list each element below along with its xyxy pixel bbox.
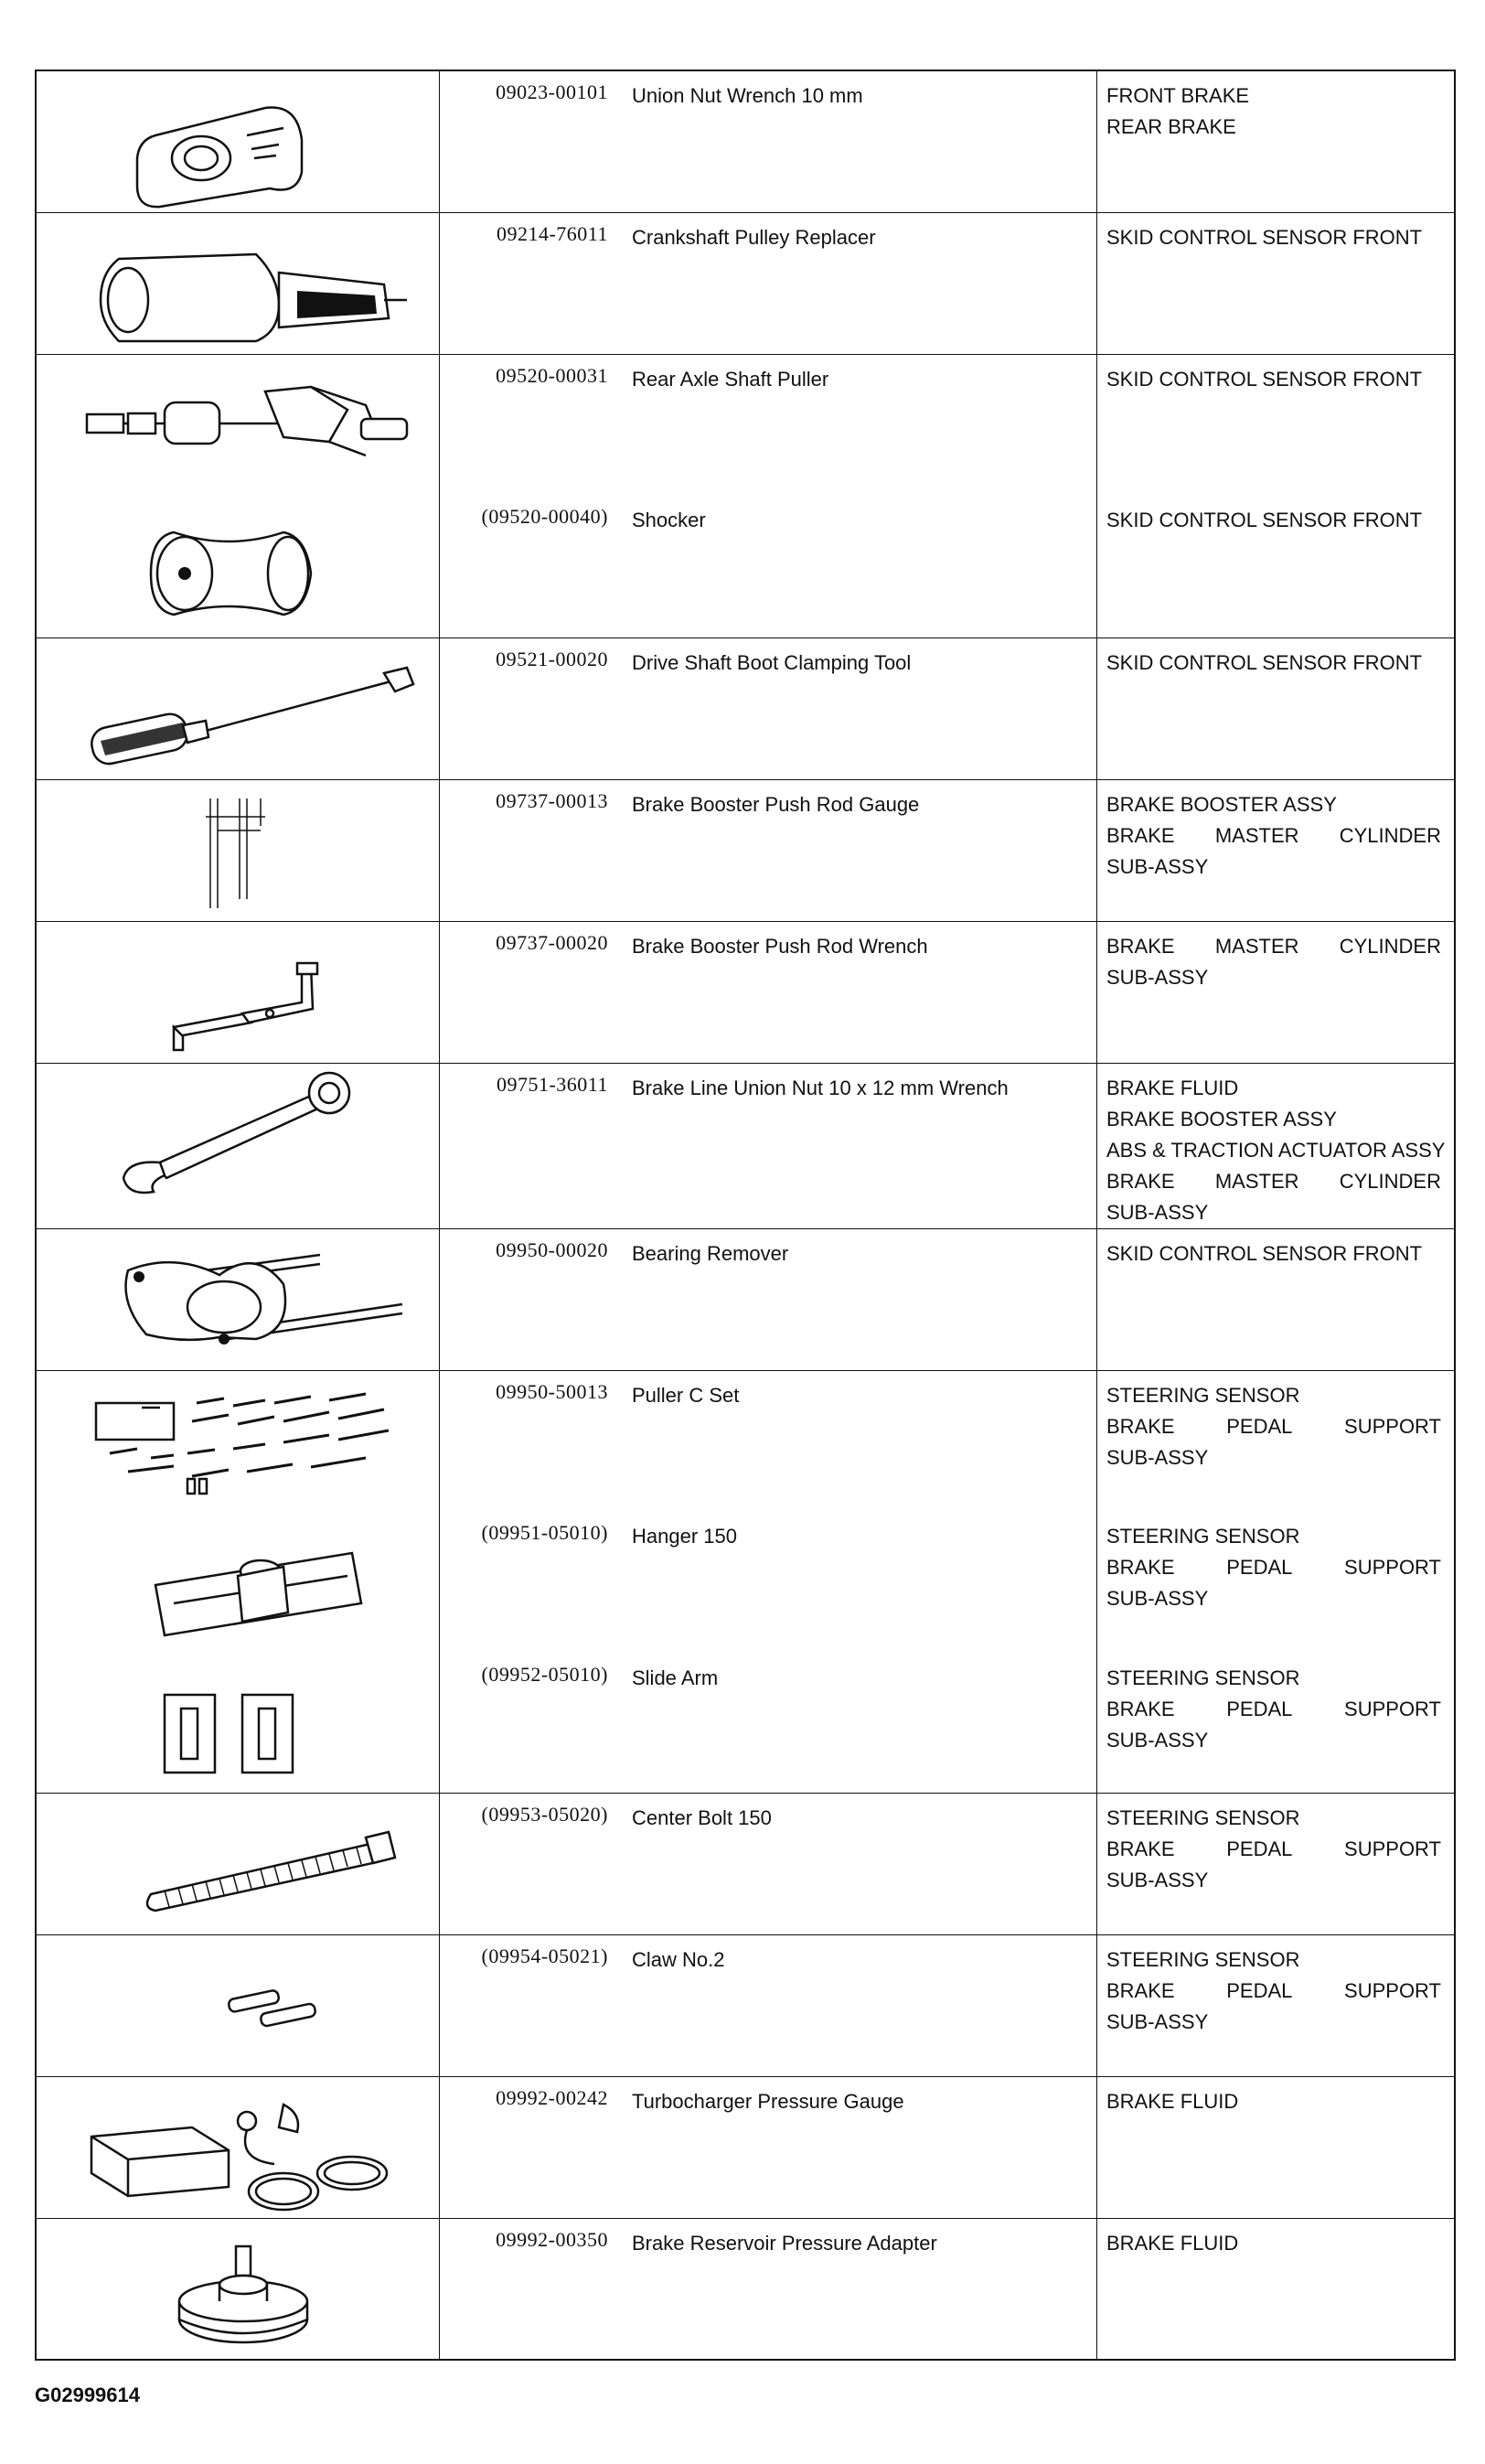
part-number-cell (440, 779, 624, 921)
brake-line-wrench-icon (37, 1064, 439, 1228)
usage-line: SUB-ASSY (1106, 2009, 1209, 2033)
part-number-cell (440, 1654, 624, 1793)
slide-arm-icon (37, 1654, 439, 1793)
part-number: 09737-00020 (496, 930, 608, 954)
table-row (36, 212, 1455, 354)
shocker-icon (37, 496, 439, 637)
tool-name: Slide Arm (632, 1666, 719, 1689)
usage-cell (1097, 2076, 1456, 2218)
tool-name: Brake Reservoir Pressure Adapter (632, 2231, 937, 2255)
usage-line: STEERING SENSOR (1106, 1525, 1300, 1548)
part-number-cell (440, 1793, 624, 1934)
usage-line: SKID CONTROL SENSOR FRONT (1106, 367, 1423, 391)
part-number-cell (440, 1228, 624, 1370)
part-number-cell (440, 1512, 624, 1654)
usage-cell (1097, 1512, 1456, 1654)
usage-cell (1097, 496, 1456, 637)
tool-name-cell (623, 1370, 1097, 1512)
tool-name: Drive Shaft Boot Clamping Tool (632, 650, 912, 674)
tool-illustration-cell (36, 1370, 440, 1512)
usage-line: ABS & TRACTION ACTUATOR ASSY (1106, 1138, 1446, 1162)
usage-cell (1097, 921, 1456, 1063)
tool-illustration-cell (36, 212, 440, 354)
usage-cell (1097, 1370, 1456, 1512)
part-number: (09951-05010) (481, 1521, 608, 1544)
tool-name-cell (623, 1228, 1097, 1370)
tool-illustration-cell (36, 637, 440, 779)
usage-line: BRAKE BOOSTER ASSY (1106, 792, 1337, 816)
tool-name-cell (623, 2218, 1097, 2360)
usage-cell (1097, 70, 1456, 212)
usage-word: BRAKE (1106, 1698, 1175, 1720)
table-row (36, 1063, 1455, 1228)
table-row (36, 1228, 1455, 1370)
union-nut-wrench-icon (37, 71, 439, 213)
table-row (36, 70, 1455, 212)
tool-illustration-cell (36, 70, 440, 212)
part-number: 09520-00031 (496, 363, 608, 387)
table-row (36, 1370, 1455, 1512)
usage-line: SUB-ASSY (1106, 1868, 1209, 1891)
tool-illustration-cell (36, 496, 440, 637)
usage-line: STEERING SENSOR (1106, 1383, 1300, 1407)
usage-word: PEDAL (1226, 1978, 1293, 2002)
usage-word: CYLINDER (1339, 934, 1441, 958)
usage-line (1106, 1834, 1441, 1865)
tool-illustration-cell (36, 354, 440, 496)
part-number: 09992-00242 (496, 2085, 608, 2109)
part-number-cell (440, 354, 624, 496)
table-row (36, 1654, 1455, 1793)
table-row (36, 354, 1455, 496)
usage-line: FRONT BRAKE (1106, 84, 1250, 107)
part-number: 09521-00020 (496, 647, 608, 670)
tool-name: Center Bolt 150 (632, 1805, 772, 1829)
tool-name: Hanger 150 (632, 1525, 737, 1548)
usage-word: CYLINDER (1339, 823, 1441, 847)
usage-line: SKID CONTROL SENSOR FRONT (1106, 650, 1423, 674)
tool-name: Brake Line Union Nut 10 x 12 mm Wrench (632, 1076, 1009, 1099)
usage-line: SKID CONTROL SENSOR FRONT (1106, 509, 1423, 531)
crankshaft-pulley-replacer-icon (37, 213, 439, 355)
usage-word: SUPPORT (1344, 1414, 1441, 1438)
usage-line: BRAKE FLUID (1106, 1076, 1239, 1099)
tool-name-cell (623, 1063, 1097, 1228)
special-tools-table (35, 70, 1456, 2361)
table-row (36, 2218, 1455, 2360)
usage-line: SKID CONTROL SENSOR FRONT (1106, 225, 1423, 249)
tool-name: Turbocharger Pressure Gauge (632, 2089, 904, 2113)
table-row (36, 1512, 1455, 1654)
tool-name: Brake Booster Push Rod Gauge (632, 792, 920, 816)
usage-word: PEDAL (1226, 1698, 1293, 1720)
tool-name-cell (623, 1654, 1097, 1793)
usage-line: SKID CONTROL SENSOR FRONT (1106, 1241, 1423, 1265)
usage-line: BRAKE FLUID (1106, 2089, 1239, 2113)
tool-illustration-cell (36, 779, 440, 921)
usage-cell (1097, 1063, 1456, 1228)
usage-word: BRAKE (1106, 1169, 1175, 1193)
usage-line: SUB-ASSY (1106, 1729, 1209, 1752)
usage-cell (1097, 1793, 1456, 1934)
part-number: 09950-00020 (496, 1237, 608, 1261)
table-row (36, 921, 1455, 1063)
usage-word: MASTER (1214, 934, 1299, 958)
usage-word: BRAKE (1106, 1414, 1175, 1438)
center-bolt-icon (37, 1794, 439, 1935)
usage-line (1106, 1552, 1441, 1583)
tool-name-cell (623, 637, 1097, 779)
usage-line: SUB-ASSY (1106, 1200, 1209, 1224)
usage-cell (1097, 1228, 1456, 1370)
rear-axle-shaft-puller-icon (37, 355, 439, 497)
part-number-cell (440, 1370, 624, 1512)
part-number: 09737-00013 (496, 788, 608, 812)
tool-name: Shocker (632, 509, 706, 531)
hanger-icon (37, 1512, 439, 1654)
usage-line (1106, 1976, 1441, 2007)
tool-name: Claw No.2 (632, 1947, 725, 1971)
tool-name-cell (623, 212, 1097, 354)
table-row (36, 1934, 1455, 2076)
usage-line: STEERING SENSOR (1106, 1805, 1300, 1829)
tool-illustration-cell (36, 1512, 440, 1654)
tool-name-cell (623, 779, 1097, 921)
part-number-cell (440, 70, 624, 212)
tool-illustration-cell (36, 2218, 440, 2360)
part-number-cell (440, 921, 624, 1063)
usage-word: SUPPORT (1344, 1698, 1441, 1720)
usage-cell (1097, 779, 1456, 921)
usage-line (1106, 820, 1441, 852)
usage-line: SUB-ASSY (1106, 1587, 1209, 1610)
part-number-cell (440, 637, 624, 779)
usage-word: BRAKE (1106, 934, 1175, 958)
usage-cell (1097, 1934, 1456, 2076)
usage-word: BRAKE (1106, 823, 1175, 847)
usage-line: REAR BRAKE (1106, 115, 1236, 138)
tool-name: Brake Booster Push Rod Wrench (632, 934, 928, 958)
usage-line: STEERING SENSOR (1106, 1666, 1300, 1689)
tool-name: Crankshaft Pulley Replacer (632, 225, 876, 249)
tool-illustration-cell (36, 921, 440, 1063)
part-number: 09023-00101 (496, 80, 608, 103)
usage-word: SUPPORT (1344, 1556, 1441, 1579)
tool-name-cell (623, 1934, 1097, 2076)
tool-name-cell (623, 496, 1097, 637)
part-number-cell (440, 2076, 624, 2218)
push-rod-gauge-icon (37, 780, 439, 922)
usage-line (1106, 1694, 1441, 1725)
usage-word: BRAKE (1106, 1556, 1175, 1579)
usage-line (1106, 1166, 1441, 1197)
part-number: 09751-36011 (496, 1072, 608, 1096)
tool-illustration-cell (36, 1793, 440, 1934)
usage-cell (1097, 637, 1456, 779)
usage-word: PEDAL (1226, 1414, 1293, 1438)
tool-illustration-cell (36, 1934, 440, 2076)
table-row (36, 2076, 1455, 2218)
tool-name-cell (623, 2076, 1097, 2218)
part-number-cell (440, 2218, 624, 2360)
usage-line: BRAKE FLUID (1106, 2231, 1239, 2255)
usage-word: MASTER (1214, 1169, 1299, 1193)
usage-line: SUB-ASSY (1106, 1445, 1209, 1469)
usage-word: PEDAL (1226, 1837, 1293, 1860)
boot-clamping-tool-icon (37, 638, 439, 780)
usage-word: BRAKE (1106, 1837, 1175, 1860)
usage-word: CYLINDER (1339, 1169, 1441, 1193)
usage-word: SUPPORT (1344, 1837, 1441, 1860)
part-number: 09950-50013 (496, 1379, 608, 1403)
usage-cell (1097, 1654, 1456, 1793)
figure-code: G02999614 (35, 2384, 140, 2406)
tool-illustration-cell (36, 1063, 440, 1228)
tool-name-cell (623, 70, 1097, 212)
usage-line: SUB-ASSY (1106, 854, 1209, 878)
part-number: (09953-05020) (481, 1802, 608, 1826)
table-row (36, 779, 1455, 921)
usage-word: SUPPORT (1344, 1978, 1441, 2002)
tool-name-cell (623, 1512, 1097, 1654)
tool-name: Union Nut Wrench 10 mm (632, 84, 863, 107)
part-number-cell (440, 212, 624, 354)
tool-name-cell (623, 1793, 1097, 1934)
puller-c-set-icon (37, 1371, 439, 1513)
table-row (36, 637, 1455, 779)
tool-name-cell (623, 354, 1097, 496)
part-number: (09520-00040) (481, 505, 608, 528)
part-number: (09954-05021) (481, 1944, 608, 1967)
claw-icon (37, 1935, 439, 2077)
tool-illustration-cell (36, 1228, 440, 1370)
table-row (36, 496, 1455, 637)
usage-cell (1097, 212, 1456, 354)
part-number: (09952-05010) (481, 1663, 608, 1686)
tool-name-cell (623, 921, 1097, 1063)
usage-line: BRAKE BOOSTER ASSY (1106, 1107, 1337, 1130)
part-number: 09214-76011 (496, 221, 608, 245)
usage-word: MASTER (1214, 823, 1299, 847)
turbocharger-pressure-gauge-icon (37, 2077, 439, 2219)
part-number-cell (440, 1934, 624, 2076)
part-number: 09992-00350 (496, 2227, 608, 2251)
usage-line (1106, 931, 1441, 962)
reservoir-pressure-adapter-icon (37, 2219, 439, 2361)
bearing-remover-icon (37, 1229, 439, 1371)
table-row (36, 1793, 1455, 1934)
tool-name: Bearing Remover (632, 1241, 789, 1265)
usage-cell (1097, 2218, 1456, 2360)
usage-word: BRAKE (1106, 1978, 1175, 2002)
part-number-cell (440, 496, 624, 637)
usage-cell (1097, 354, 1456, 496)
usage-line: SUB-ASSY (1106, 965, 1209, 989)
part-number-cell (440, 1063, 624, 1228)
usage-word: PEDAL (1226, 1556, 1293, 1579)
usage-line: STEERING SENSOR (1106, 1947, 1300, 1971)
tool-illustration-cell (36, 2076, 440, 2218)
tool-name: Puller C Set (632, 1383, 740, 1407)
tool-name: Rear Axle Shaft Puller (632, 367, 829, 391)
push-rod-wrench-icon (37, 922, 439, 1064)
usage-line (1106, 1411, 1441, 1442)
tool-illustration-cell (36, 1654, 440, 1793)
